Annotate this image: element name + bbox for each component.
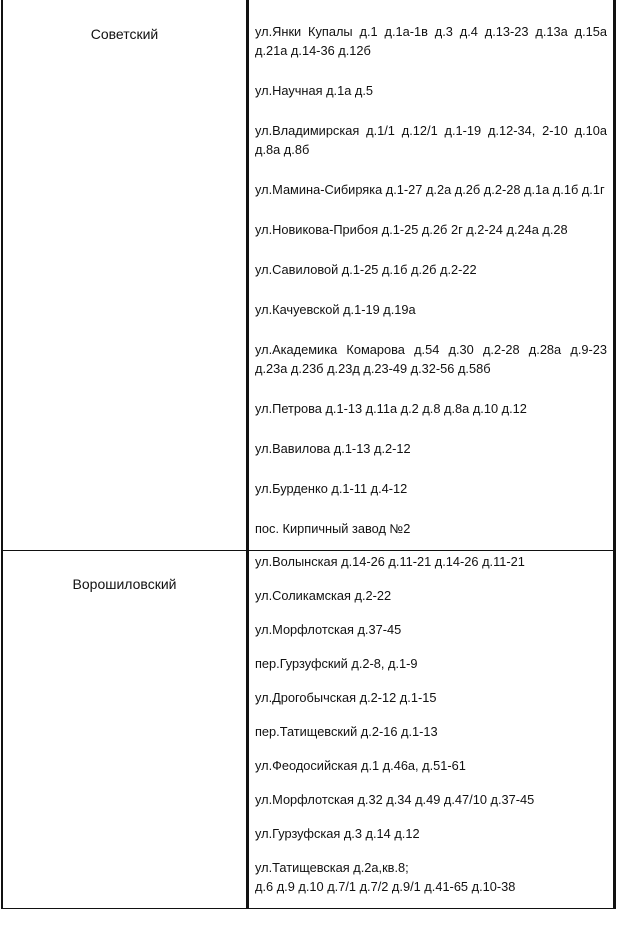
list-item	[255, 586, 607, 605]
list-item	[255, 688, 607, 707]
list-item	[255, 620, 607, 639]
street-address-text: ул.Морфлотская д.32 д.34 д.49 д.47/10 д.37-45	[255, 792, 535, 807]
street-address-text: ул.Соликамская д.2-22	[255, 588, 392, 603]
list-item	[255, 260, 607, 279]
list-item	[255, 439, 607, 458]
list-item	[255, 121, 607, 159]
street-address-text: ул.Гурзуфская д.3 д.14 д.12	[255, 826, 420, 841]
street-address-text: ул.Качуевской д.1-19 д.19а	[255, 302, 416, 317]
list-item	[255, 858, 607, 896]
list-item	[255, 81, 607, 100]
street-address-text: ул.Волынская д.14-26 д.11-21 д.14-26 д.11-21	[255, 554, 525, 569]
street-address-text: ул.Владимирская д.1/1 д.12/1 д.1-19 д.12-34, 2-10 д.10а д.8а д.8б	[255, 123, 607, 157]
streets-cell	[248, 551, 615, 909]
street-address-text: ул.Янки Купалы д.1 д.1а-1в д.3 д.4 д.13-23 д.13а д.15а д.21а д.14-36 д.12б	[255, 24, 607, 58]
street-address-text: ул.Феодосийская д.1 д.46а, д.51-61	[255, 758, 466, 773]
table-row	[2, 551, 615, 909]
list-item	[255, 654, 607, 673]
list-item	[255, 220, 607, 239]
street-address-text: ул.Новикова-Прибоя д.1-25 д.2б 2г д.2-24 д.24а д.28	[255, 222, 568, 237]
list-item	[255, 22, 607, 60]
district-cell	[2, 0, 248, 551]
street-address-text: д.6 д.9 д.10 д.7/1 д.7/2 д.9/1 д.41-65 д.10-38	[255, 879, 516, 894]
street-list	[249, 0, 613, 550]
street-address-text: ул.Вавилова д.1-13 д.2-12	[255, 441, 411, 456]
street-list	[249, 551, 613, 904]
district-cell	[2, 551, 248, 909]
street-address-text: ул.Татищевская д.2а,кв.8;	[255, 860, 409, 875]
street-address-text: ул.Мамина-Сибиряка д.1-27 д.2а д.2б д.2-28 д.1а д.1б д.1г	[255, 182, 605, 197]
list-item	[255, 722, 607, 741]
list-item	[255, 479, 607, 498]
street-address-text: пер.Татищевский д.2-16 д.1-13	[255, 724, 438, 739]
street-address-text: ул.Академика Комарова д.54 д.30 д.2-28 д.28а д.9-23 д.23а д.23б д.23д д.23-49 д.32-56 д.58б	[255, 342, 607, 376]
list-item	[255, 824, 607, 843]
districts-table	[1, 0, 616, 909]
list-item	[255, 790, 607, 809]
list-item	[255, 399, 607, 418]
street-address-text: ул.Бурденко д.1-11 д.4-12	[255, 481, 408, 496]
list-item	[255, 340, 607, 378]
street-address-text: ул.Савиловой д.1-25 д.1б д.2б д.2-22	[255, 262, 477, 277]
list-item	[255, 519, 607, 538]
list-item	[255, 180, 607, 199]
street-address-text: ул.Петрова д.1-13 д.11а д.2 д.8 д.8а д.10 д.12	[255, 401, 527, 416]
street-address-text: ул.Морфлотская д.37-45	[255, 622, 402, 637]
street-address-text: пер.Гурзуфский д.2-8, д.1-9	[255, 656, 418, 671]
street-address-text: ул.Научная д.1а д.5	[255, 83, 374, 98]
list-item	[255, 552, 607, 571]
streets-cell	[248, 0, 615, 551]
street-address-text: пос. Кирпичный завод №2	[255, 521, 411, 536]
list-item	[255, 756, 607, 775]
district-name: Ворошиловский	[72, 576, 177, 592]
table-row	[2, 0, 615, 551]
district-name: Советский	[90, 26, 159, 42]
list-item	[255, 300, 607, 319]
street-address-text: ул.Дрогобычская д.2-12 д.1-15	[255, 690, 437, 705]
